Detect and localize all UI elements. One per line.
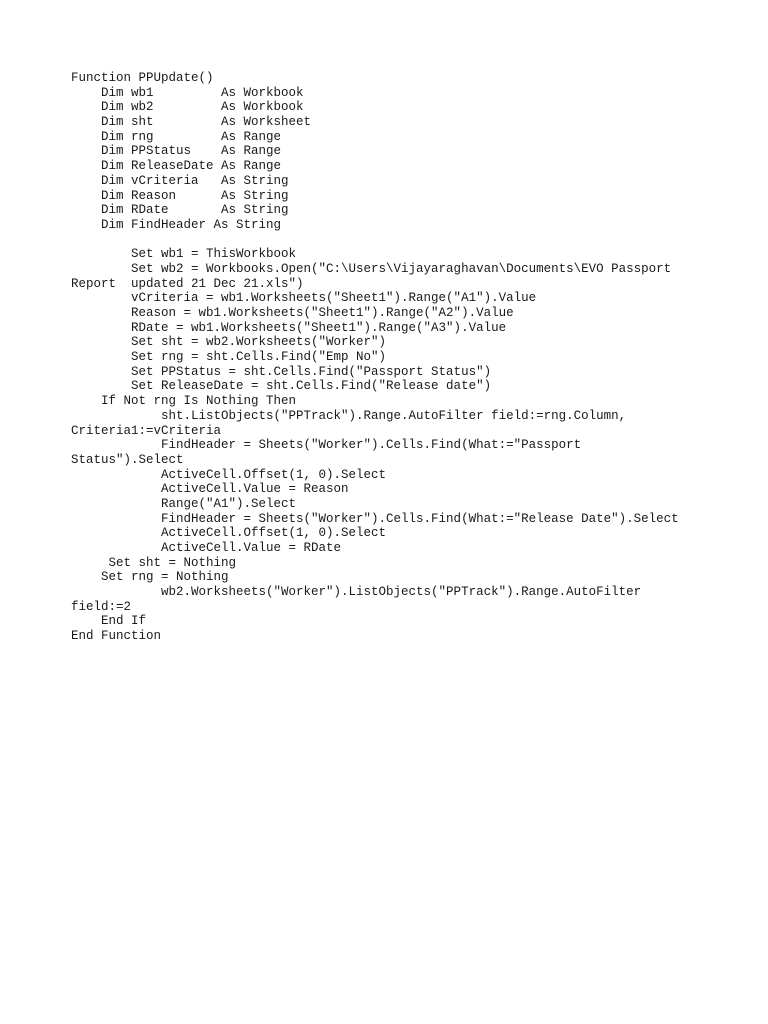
code-line: Dim ReleaseDate As Range [71,159,282,174]
code-line: ActiveCell.Value = Reason [71,482,349,497]
code-line: Dim Reason As String [71,188,289,203]
blank-line [71,233,761,248]
code-line: Set sht = Nothing [71,555,237,570]
code-line: Dim vCriteria As String [71,173,289,188]
code-line: Dim PPStatus As Range [71,144,282,159]
code-line: Set ReleaseDate = sht.Cells.Find("Release date") [71,379,492,394]
code-line: FindHeader = Sheets("Worker").Cells.Find(What:="Passport [71,438,582,453]
code-line: Reason = wb1.Worksheets("Sheet1").Range("A2").Value [71,306,514,320]
code-line: wb2.Worksheets("Worker").ListObjects("PPTrack").Range.AutoFilter [71,585,642,600]
code-line: Report updated 21 Dec 21.xls") [71,276,304,291]
code-line: ActiveCell.Value = RDate [71,541,342,555]
code-line: Dim wb2 As Workbook [71,100,304,115]
code-line: ActiveCell.Offset(1, 0).Select [71,526,387,541]
code-line: Dim FindHeader As String [71,217,282,232]
code-line: Range("A1").Select [71,496,297,511]
code-line: Set rng = sht.Cells.Find("Emp No") [71,350,387,365]
code-line: RDate = wb1.Worksheets("Sheet1").Range("A3").Value [71,320,507,335]
code-line: Set wb1 = ThisWorkbook [71,247,297,262]
code-line: FindHeader = Sheets("Worker").Cells.Find(What:="Release Date").Select [71,511,679,526]
code-line: Dim sht As Worksheet [71,115,312,130]
code-line: End If [71,614,147,629]
code-line: Criteria1:=vCriteria [71,423,222,438]
code-line: End Function [71,629,162,644]
vba-code-listing [71,71,761,644]
code-line: Set PPStatus = sht.Cells.Find("Passport Status") [71,364,492,379]
code-line: sht.ListObjects("PPTrack").Range.AutoFilter field:=rng.Column, [71,408,627,423]
code-line: Set wb2 = Workbooks.Open("C:\Users\Vijayaraghavan\Documents\EVO Passport [71,261,672,276]
code-line: Set rng = Nothing [71,570,229,585]
code-line: ActiveCell.Offset(1, 0).Select [71,467,387,482]
code-line: Set sht = wb2.Worksheets("Worker") [71,335,387,350]
code-line: Status").Select [71,452,184,467]
code-line: If Not rng Is Nothing Then [71,394,297,409]
code-line: Dim rng As Range [71,129,282,144]
code-line: field:=2 [71,599,132,614]
code-line: vCriteria = wb1.Worksheets("Sheet1").Range("A1").Value [71,291,537,306]
code-line: Dim RDate As String [71,203,289,218]
code-line: Dim wb1 As Workbook [71,85,304,100]
code-line: Function PPUpdate() [71,71,214,85]
